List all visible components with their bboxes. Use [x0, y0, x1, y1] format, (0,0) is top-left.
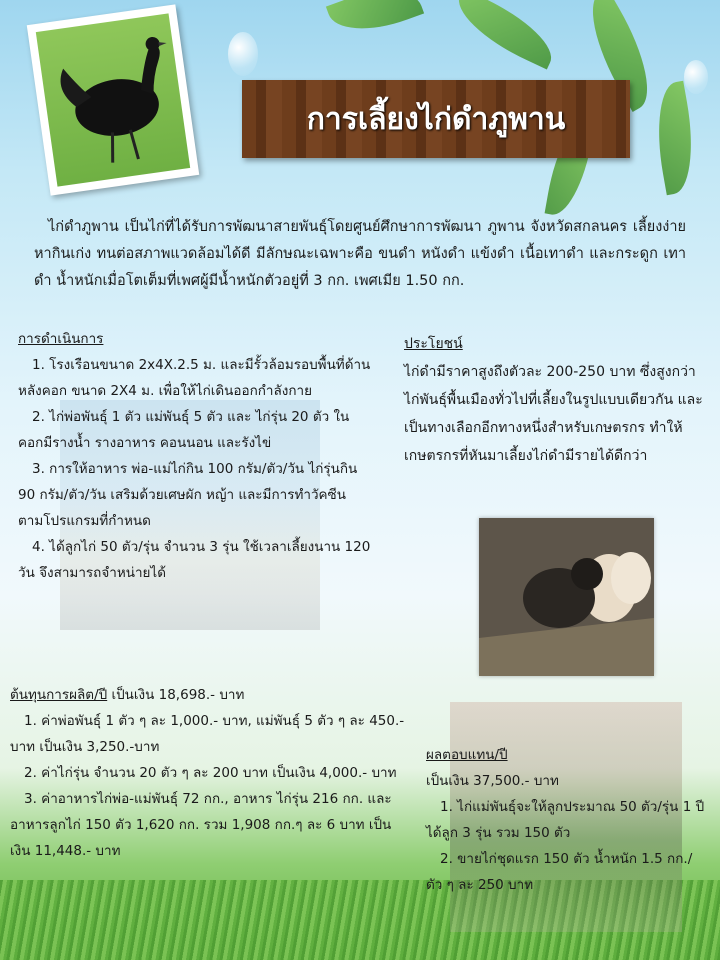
title-board: [242, 80, 630, 158]
page-title: การเลี้ยงไก่ดำภูพาน: [306, 102, 566, 136]
returns-item: 1. ไก่แม่พันธุ์จะให้ลูกประมาณ 50 ตัว/รุ่น 1 ปี ได้ลูก 3 รุ่น รวม 150 ตัว: [426, 799, 705, 841]
cost-section: [10, 682, 410, 864]
returns-section: [426, 742, 708, 898]
returns-amount: เป็นเงิน 37,500.- บาท: [426, 773, 559, 789]
black-chicken-photo: [27, 4, 199, 195]
operations-item: 1. โรงเรือนขนาด 2x4X.2.5 ม. และมีรั้วล้อมรอบพื้นที่ด้านหลังคอก ขนาด 2X4 ม. เพื่อให้ไก่เดินออกกำลังกาย: [18, 357, 371, 399]
benefit-text: ไก่ดำมีราคาสูงถึงตัวละ 200-250 บาท ซึ่งสูงกว่าไก่พันธุ์พื้นเมืองทั่วไปที่เลี้ยงในรูปแบบเดียวกัน และเป็นทางเลือกอีกทางหนึ่งสำหรับเกษตรกร ทำให้เกษตรกรที่หันมาเลี้ยงไก่ดำมีรายได้ดีกว่า: [404, 364, 703, 464]
cost-item: 3. ค่าอาหารไก่พ่อ-แม่พันธุ์ 72 กก., อาหาร ไก่รุ่น 216 กก. และอาหารลูกไก่ 150 ตัว 1,620 กก. รวม 1,908 กก.ๆ ละ 6 บาท เป็นเงิน 11,448.- บาท: [10, 791, 392, 859]
operations-heading: การดำเนินการ: [18, 331, 104, 347]
returns-item: 2. ขายไก่ชุดแรก 150 ตัว น้ำหนัก 1.5 กก./ตัว ๆ ละ 250 บาท: [426, 851, 693, 893]
black-chicken-illustration: [36, 13, 190, 186]
benefit-heading: ประโยชน์: [404, 336, 463, 352]
bubble-decoration: [228, 32, 258, 76]
operations-item: 2. ไก่พ่อพันธุ์ 1 ตัว แม่พันธุ์ 5 ตัว และ ไก่รุ่น 20 ตัว ในคอกมีรางน้ำ รางอาหาร คอนนอน และรังไข่: [18, 409, 350, 451]
leaf-decoration: [447, 0, 563, 69]
leaf-decoration: [648, 81, 703, 196]
intro-paragraph: ไก่ดำภูพาน เป็นไก่ที่ได้รับการพัฒนาสายพันธุ์โดยศูนย์ศึกษาการพัฒนา ภูพาน จังหวัดสกลนคร เลี้ยงง่าย หากินเก่ง ทนต่อสภาพแวดล้อมได้ดี มีลักษณะเฉพาะคือ ขนดำ หนังดำ แข้งดำ เนื้อเทาดำ และกระดูก เทาดำ น้ำหนักเมื่อโตเต็มที่เพศผู้มีน้ำหนักตัวอยู่ที่ 3 กก. เพศเมีย 1.50 กก.: [34, 219, 686, 289]
cost-item: 1. ค่าพ่อพันธุ์ 1 ตัว ๆ ละ 1,000.- บาท, แม่พันธุ์ 5 ตัว ๆ ละ 450.- บาท เป็นเงิน 3,250.-บาท: [10, 713, 405, 755]
benefit-section: [404, 330, 704, 470]
cost-item: 2. ค่าไก่รุ่น จำนวน 20 ตัว ๆ ละ 200 บาท เป็นเงิน 4,000.- บาท: [24, 765, 397, 781]
cost-heading-line: [10, 682, 410, 708]
operations-section: [18, 326, 374, 586]
bubble-decoration: [684, 60, 708, 94]
cost-total: เป็นเงิน 18,698.- บาท: [107, 687, 245, 703]
operations-item: 3. การให้อาหาร พ่อ-แม่ไก่กิน 100 กรัม/ตัว/วัน ไก่รุ่นกิน 90 กรัม/ตัว/วัน เสริมด้วยเศษผัก หญ้า และมีการทำวัคซีน ตามโปรแกรมที่กำหนด: [18, 461, 358, 529]
returns-heading: ผลตอบแทน/ปี: [426, 747, 508, 763]
operations-item: 4. ได้ลูกไก่ 50 ตัว/รุ่น จำนวน 3 รุ่น ใช้เวลาเลี้ยงนาน 120 วัน จึงสามารถจำหน่ายได้: [18, 539, 371, 581]
chick-photo: [479, 518, 654, 676]
cost-heading: ต้นทุนการผลิต/ปี: [10, 687, 108, 703]
chick-illustration: [479, 518, 654, 676]
leaf-decoration: [326, 0, 424, 44]
